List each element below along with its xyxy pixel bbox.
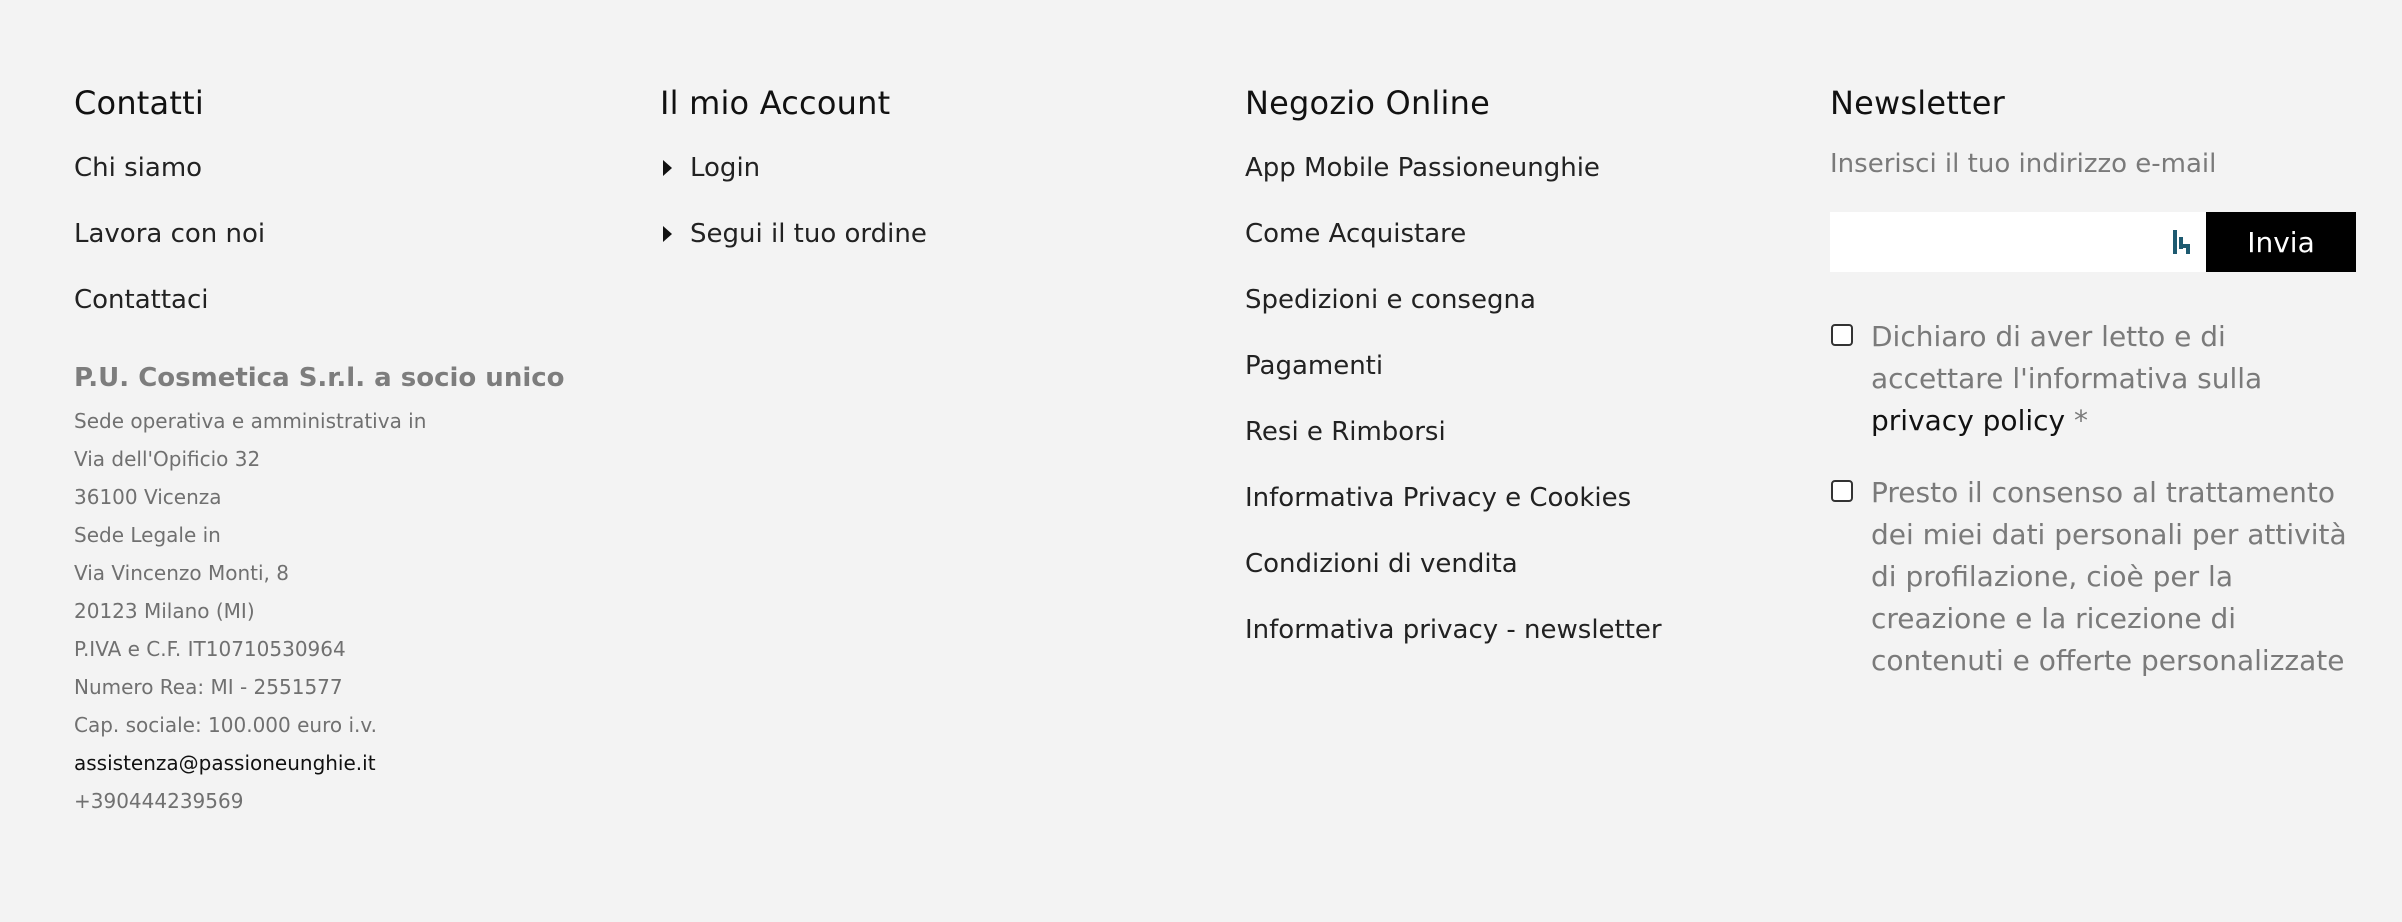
profiling-consent-row xyxy=(1830,472,2360,682)
privacy-consent-label: Dichiaro di aver letto e di accettare l'informativa sulla xyxy=(1871,320,2263,395)
profiling-consent-label: Presto il consenso al trattamento dei miei dati personali per attività di profilazione, cioè per la creazione e la ricezione di contenuti e offerte personalizzate xyxy=(1871,476,2347,677)
company-phone[interactable]: +390444239569 xyxy=(74,789,244,813)
link-pagamenti[interactable]: Pagamenti xyxy=(1245,351,1384,381)
account-column xyxy=(660,80,1200,282)
link-lavora-con-noi[interactable]: Lavora con noi xyxy=(74,219,266,249)
link-privacy-cookies[interactable]: Informativa Privacy e Cookies xyxy=(1245,483,1632,513)
company-address-line: 36100 Vicenza xyxy=(74,485,222,509)
company-info xyxy=(74,360,614,820)
contacts-links xyxy=(74,150,614,348)
newsletter-input-wrapper xyxy=(1830,212,2206,272)
company-email-link[interactable]: assistenza@passioneunghie.it xyxy=(74,751,376,775)
privacy-consent-text xyxy=(1871,316,2351,442)
company-address-line: Sede operativa e amministrativa in xyxy=(74,409,427,433)
company-rea: Numero Rea: MI - 2551577 xyxy=(74,675,343,699)
link-come-acquistare[interactable]: Come Acquistare xyxy=(1245,219,1467,249)
link-condizioni-vendita[interactable]: Condizioni di vendita xyxy=(1245,549,1518,579)
company-address-line: Via dell'Opificio 32 xyxy=(74,447,261,471)
company-capital: Cap. sociale: 100.000 euro i.v. xyxy=(74,713,378,737)
contacts-title: Contatti xyxy=(74,84,204,122)
newsletter-column xyxy=(1830,80,2360,712)
caret-right-icon xyxy=(663,226,672,242)
account-title: Il mio Account xyxy=(660,84,891,122)
shop-title: Negozio Online xyxy=(1245,84,1490,122)
shop-links xyxy=(1245,150,1785,678)
required-marker: * xyxy=(2065,404,2088,437)
link-chi-siamo[interactable]: Chi siamo xyxy=(74,153,203,183)
profiling-consent-checkbox[interactable] xyxy=(1831,480,1853,502)
company-vat: P.IVA e C.F. IT10710530964 xyxy=(74,637,346,661)
link-segui-ordine-label: Segui il tuo ordine xyxy=(690,219,927,249)
privacy-policy-link[interactable]: privacy policy xyxy=(1871,404,2066,437)
company-address-line: Sede Legale in xyxy=(74,523,221,547)
account-links xyxy=(660,150,1200,282)
contacts-column xyxy=(74,80,614,820)
shop-column xyxy=(1245,80,1785,678)
link-segui-ordine[interactable] xyxy=(660,216,1200,282)
newsletter-email-label: Inserisci il tuo indirizzo e-mail xyxy=(1830,149,2217,179)
link-login[interactable] xyxy=(660,150,1200,216)
caret-right-icon xyxy=(663,160,672,176)
privacy-consent-row xyxy=(1830,316,2360,442)
link-contattaci[interactable]: Contattaci xyxy=(74,285,209,315)
link-spedizioni[interactable]: Spedizioni e consegna xyxy=(1245,285,1536,315)
company-address-line: 20123 Milano (MI) xyxy=(74,599,255,623)
link-privacy-newsletter[interactable]: Informativa privacy - newsletter xyxy=(1245,615,1662,645)
newsletter-submit-button[interactable]: Invia xyxy=(2206,212,2356,272)
link-resi-rimborsi[interactable]: Resi e Rimborsi xyxy=(1245,417,1446,447)
passwordmanager-brand-icon[interactable] xyxy=(2172,228,2192,256)
privacy-consent-checkbox[interactable] xyxy=(1831,324,1853,346)
newsletter-email-input[interactable] xyxy=(1830,212,2160,272)
link-app-mobile[interactable]: App Mobile Passioneunghie xyxy=(1245,153,1600,183)
company-address-line: Via Vincenzo Monti, 8 xyxy=(74,561,289,585)
newsletter-title: Newsletter xyxy=(1830,84,2005,122)
company-name: P.U. Cosmetica S.r.l. a socio unico xyxy=(74,363,565,393)
link-login-label: Login xyxy=(690,153,761,183)
newsletter-form xyxy=(1830,212,2356,272)
